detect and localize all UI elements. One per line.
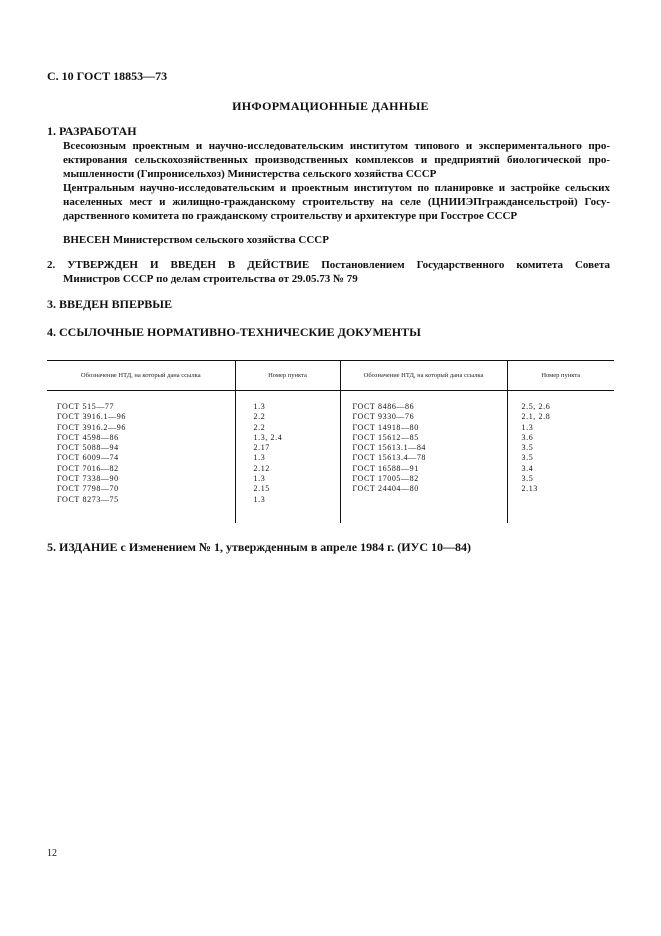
table-cell: ГОСТ 17005—82 xyxy=(352,474,419,484)
text-line: ектирования сельскохозяйственных производственных комплексов и предприятий биологической про- xyxy=(63,154,610,166)
table-cell: ГОСТ 7338—90 xyxy=(57,474,119,484)
table-cell: ГОСТ 3916.1—96 xyxy=(57,412,126,422)
section-1-paragraph-1 xyxy=(63,139,610,181)
table-cell: ГОСТ 3916.2—96 xyxy=(57,422,126,432)
right-doc-column xyxy=(340,402,507,505)
table-cell: ГОСТ 14918—80 xyxy=(352,422,419,432)
table-cell: 2.13 xyxy=(521,484,538,494)
table-cell: 2.2 xyxy=(253,412,266,422)
table-cell: 3.6 xyxy=(521,432,534,442)
text-line: Министров СССР по делам строительства от 29.05.73 № 79 xyxy=(63,273,358,285)
table-cell: 1.3 xyxy=(253,494,266,504)
section-3-heading: 3. ВВЕДЕН ВПЕРВЫЕ xyxy=(47,297,173,311)
header-doc-right: Обозначение НТД, на который дана ссылка xyxy=(340,361,507,391)
section-5-text: 5. ИЗДАНИЕ с Изменением № 1, утвержденным в апреле 1984 г. (ИУС 10—84) xyxy=(47,540,472,554)
table-cell: ГОСТ 15613.4—78 xyxy=(352,453,427,463)
table-cell: ГОСТ 8486—86 xyxy=(352,402,415,411)
table-cell: 2.12 xyxy=(253,463,270,473)
section-1-paragraph-2 xyxy=(63,181,610,223)
table-cell: 3.5 xyxy=(521,474,534,484)
table-cell: 3.4 xyxy=(521,463,534,473)
table-cell: 1.3 xyxy=(521,422,534,432)
text-line: 2. УТВЕРЖДЕН И ВВЕДЕН В ДЕЙСТВИЕ Постановлением Государственного комитета Совета xyxy=(47,259,610,271)
table-cell: ГОСТ 7016—82 xyxy=(57,463,119,473)
table-body xyxy=(47,402,614,505)
section-4-heading: 4. ССЫЛОЧНЫЕ НОРМАТИВНО-ТЕХНИЧЕСКИЕ ДОКУМЕНТЫ xyxy=(47,325,421,339)
table-cell: 1.3 xyxy=(253,402,266,411)
table-cell: 3.5 xyxy=(521,453,534,463)
table-cell: 2.1, 2.8 xyxy=(521,412,551,422)
text-line: мышленности (Гипронисельхоз) Министерства сельского хозяйства СССР xyxy=(63,168,437,180)
header-item-left: Номер пункта xyxy=(235,361,340,391)
document-title: ИНФОРМАЦИОННЫЕ ДАННЫЕ xyxy=(232,99,429,113)
section-2-line-1 xyxy=(47,258,610,272)
text-line: населенных мест и жилищно-гражданскому строительству на селе (ЦНИИЭПграждансельстрой) Госу- xyxy=(63,196,610,208)
text-line: ВНЕСЕН Министерством сельского хозяйства СССР xyxy=(63,234,329,246)
table-cell: ГОСТ 15613.1—84 xyxy=(352,443,427,453)
table-cell: 3.5 xyxy=(521,443,534,453)
table-cell: 2.17 xyxy=(253,443,270,453)
left-item-column xyxy=(235,402,340,505)
table-cell: 2.5, 2.6 xyxy=(521,402,551,411)
page-header: С. 10 ГОСТ 18853—73 xyxy=(47,69,168,83)
header-doc-left: Обозначение НТД, на который дана ссылка xyxy=(47,361,235,391)
page-number: 12 xyxy=(47,848,57,859)
table-cell: 1.3 xyxy=(253,474,266,484)
left-doc-column xyxy=(47,402,235,505)
section-1-vnesen xyxy=(63,233,329,247)
section-1-heading: 1. РАЗРАБОТАН xyxy=(47,124,137,138)
table-cell: 1.3 xyxy=(253,453,266,463)
references-table xyxy=(47,360,614,523)
table-cell: ГОСТ 8273—75 xyxy=(57,494,119,504)
table-header-row xyxy=(47,361,614,391)
table-cell: ГОСТ 24404—80 xyxy=(352,484,419,494)
table-cell: 2.2 xyxy=(253,422,266,432)
table-cell: 1.3, 2.4 xyxy=(253,432,283,442)
table-cell: ГОСТ 16588—91 xyxy=(352,463,419,473)
table-cell: ГОСТ 9330—76 xyxy=(352,412,415,422)
table-cell: ГОСТ 4598—86 xyxy=(57,432,119,442)
table-cell: 2.15 xyxy=(253,484,270,494)
section-2-line-2 xyxy=(63,272,358,286)
table-cell: ГОСТ 515—77 xyxy=(57,402,115,411)
table-cell: ГОСТ 6009—74 xyxy=(57,453,119,463)
table-cell: ГОСТ 7798—70 xyxy=(57,484,119,494)
text-line: Центральным научно-исследовательским и проектным институтом по планировке и застройке сельских xyxy=(63,182,610,194)
table-cell: ГОСТ 15612—85 xyxy=(352,432,419,442)
table-cell: ГОСТ 5088—94 xyxy=(57,443,119,453)
text-line: дарственного комитета по гражданскому строительству и архитектуре при Госстрое СССР xyxy=(63,210,518,222)
text-line: Всесоюзным проектным и научно-исследовательским институтом типового и экспериментального про- xyxy=(63,140,610,152)
header-item-right: Номер пункта xyxy=(507,361,614,391)
right-item-column xyxy=(507,402,614,505)
